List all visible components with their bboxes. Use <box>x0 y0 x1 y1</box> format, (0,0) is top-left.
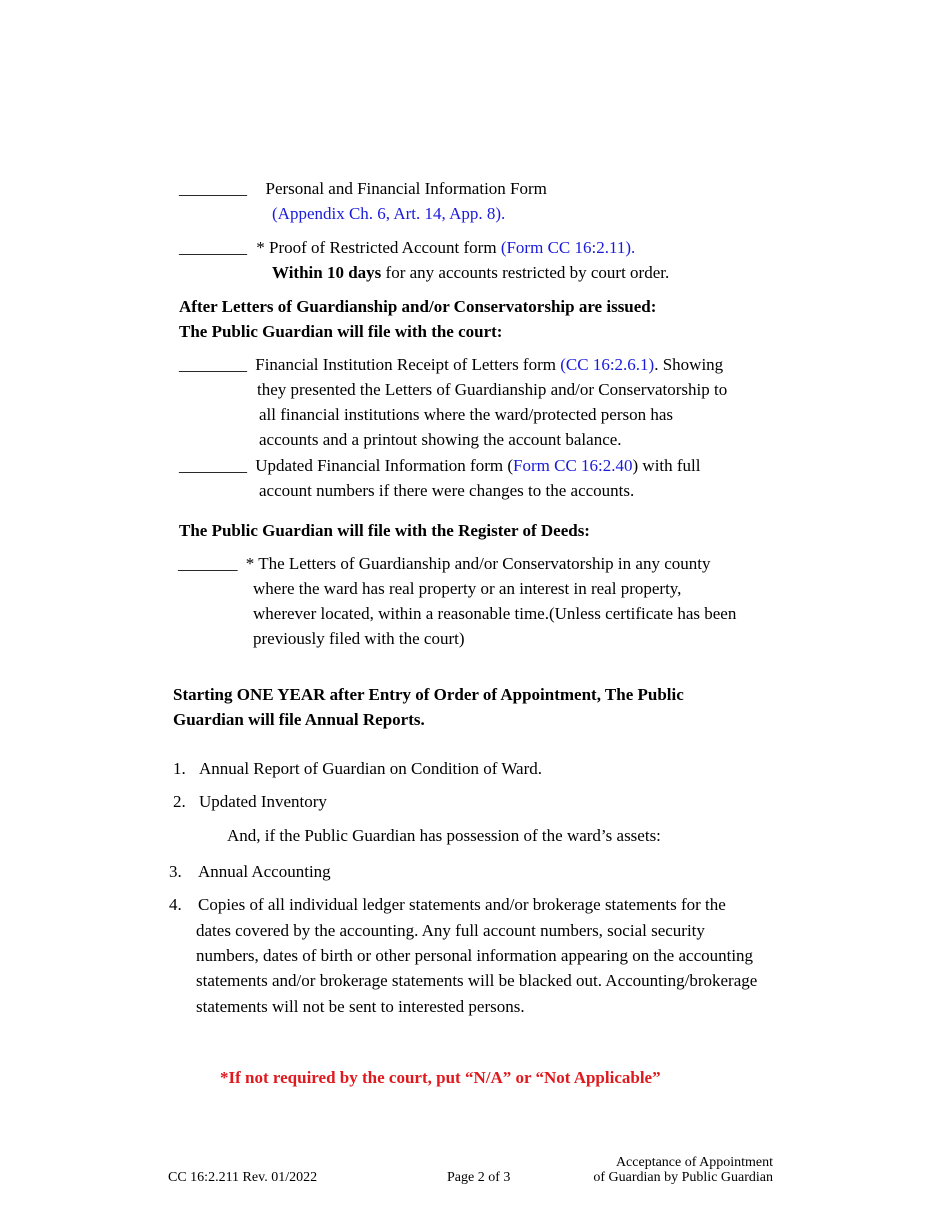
list-item-text: Copies of all individual ledger statements and/or brokerage statements for the <box>198 895 726 914</box>
restricted-dot: . <box>631 238 636 257</box>
personal-form-ref[interactable]: (Appendix Ch. 6, Art. 14, App. 8). <box>272 204 506 223</box>
register-line2: where the ward has real property or an interest in real property, <box>253 579 682 598</box>
signature-blank: ________ <box>179 238 247 257</box>
item4-line5: statements will not be sent to interested persons. <box>196 997 525 1016</box>
file-with-court-heading: The Public Guardian will file with the court: <box>179 322 503 341</box>
signature-blank: ________ <box>179 355 247 374</box>
within-days-bold: Within 10 days <box>272 263 382 282</box>
list-item-number: 3. <box>169 862 182 881</box>
restricted-account-ref[interactable]: (Form CC 16:2.11) <box>500 238 631 257</box>
updated-fin-line2: account numbers if there were changes to the accounts. <box>259 481 635 500</box>
and-if-text: And, if the Public Guardian has possession of the ward’s assets: <box>227 826 661 845</box>
footer-title-line1: Acceptance of Appointment <box>615 1155 773 1170</box>
fin-inst-suffix: . Showing <box>654 355 724 374</box>
personal-form-line <box>179 179 547 199</box>
updated-fin-label: Updated Financial Information form ( <box>255 456 514 475</box>
list-item-text: Annual Accounting <box>198 862 331 881</box>
annual-heading-line2: Guardian will file Annual Reports. <box>173 710 425 729</box>
register-line3: wherever located, within a reasonable time.(Unless certificate has been <box>253 604 737 623</box>
item4-line2: dates covered by the accounting. Any full account numbers, social security <box>196 921 705 940</box>
after-letters-heading: After Letters of Guardianship and/or Conservatorship are issued: <box>179 297 657 316</box>
fin-inst-label: Financial Institution Receipt of Letters form <box>255 355 561 374</box>
annual-heading-line1: Starting ONE YEAR after Entry of Order of Appointment, The Public <box>173 685 684 704</box>
fin-inst-line <box>179 355 723 375</box>
within-days-rest: for any accounts restricted by court order. <box>381 263 670 282</box>
list-item <box>173 792 327 812</box>
item4-line3: numbers, dates of birth or other personal information appearing on the accounting <box>196 946 754 965</box>
restricted-account-label: * Proof of Restricted Account form <box>256 238 501 257</box>
fin-inst-line2: they presented the Letters of Guardianship and/or Conservatorship to <box>257 380 728 399</box>
footer-form-id: CC 16:2.211 Rev. 01/2022 <box>168 1170 318 1185</box>
signature-blank: ________ <box>179 179 247 198</box>
signature-blank: ________ <box>179 456 247 475</box>
list-item <box>169 862 331 882</box>
list-item-number: 2. <box>173 792 186 811</box>
fin-inst-line4: accounts and a printout showing the account balance. <box>259 430 622 449</box>
updated-fin-suffix: ) with full <box>632 456 701 475</box>
register-line1-text: * The Letters of Guardianship and/or Conservatorship in any county <box>245 554 711 573</box>
list-item <box>169 895 726 915</box>
fin-inst-ref[interactable]: (CC 16:2.6.1) <box>560 355 655 374</box>
fin-inst-line3: all financial institutions where the ward/protected person has <box>259 405 674 424</box>
footer-title-line2: of Guardian by Public Guardian <box>593 1170 773 1185</box>
updated-fin-ref[interactable]: Form CC 16:2.40 <box>513 456 633 475</box>
item4-line4: statements and/or brokerage statements will be blacked out. Accounting/brokerage <box>196 971 758 990</box>
personal-form-label: Personal and Financial Information Form <box>265 179 547 198</box>
restricted-account-line <box>179 238 635 258</box>
not-applicable-notice: *If not required by the court, put “N/A” or “Not Applicable” <box>220 1068 661 1087</box>
register-line1 <box>178 554 710 574</box>
signature-blank: _______ <box>178 554 238 573</box>
updated-fin-line <box>179 456 701 476</box>
list-item <box>173 759 542 779</box>
list-item-text: Updated Inventory <box>199 792 327 811</box>
list-item-number: 1. <box>173 759 186 778</box>
register-deeds-heading: The Public Guardian will file with the Register of Deeds: <box>179 521 590 540</box>
list-item-text: Annual Report of Guardian on Condition of Ward. <box>199 759 542 778</box>
register-line4: previously filed with the court) <box>253 629 465 648</box>
list-item-number: 4. <box>169 895 182 914</box>
footer-page-number: Page 2 of 3 <box>447 1170 511 1185</box>
within-days-line <box>272 263 669 283</box>
